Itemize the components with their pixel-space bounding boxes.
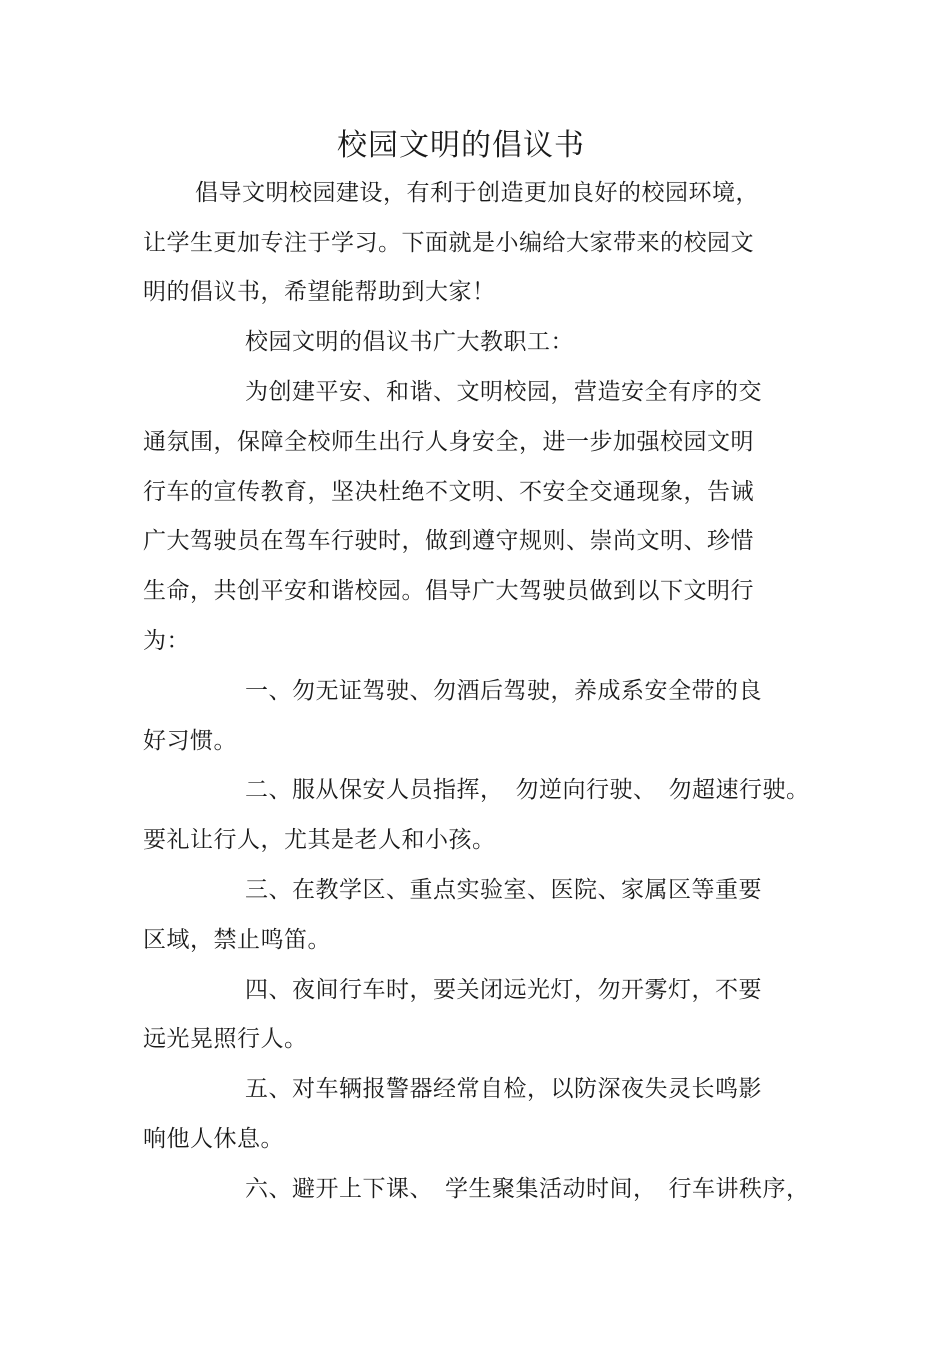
item-5-line-2: 响他人休息。 [143,1126,284,1152]
body-line-6: 为： [143,628,190,654]
item-4-line-2: 远光晃照行人。 [143,1026,308,1052]
item-5-line-1: 五、对车辆报警器经常自检，以防深夜失灵长鸣影 [245,1076,762,1102]
body-line-1: 为创建平安、和谐、文明校园，营造安全有序的交 [245,379,762,405]
item-4-line-1: 四、夜间行车时，要关闭远光灯，勿开雾灯，不要 [245,977,762,1003]
intro-line-2: 让学生更加专注于学习。下面就是小编给大家带来的校园文 [143,230,754,256]
item-2-line-2: 要礼让行人，尤其是老人和小孩。 [143,827,496,853]
body-line-5: 生命，共创平安和谐校园。倡导广大驾驶员做到以下文明行 [143,578,754,604]
intro-line-3: 明的倡议书，希望能帮助到大家！ [143,279,496,305]
item-6-line-1: 六、避开上下课、 学生聚集活动时间， 行车讲秩序， [245,1176,810,1202]
body-line-3: 行车的宣传教育，坚决杜绝不文明、不安全交通现象，告诫 [143,479,754,505]
body-line-2: 通氛围，保障全校师生出行人身安全，进一步加强校园文明 [143,429,754,455]
body-line-4: 广大驾驶员在驾车行驶时，做到遵守规则、崇尚文明、珍惜 [143,528,754,554]
item-1-line-2: 好习惯。 [143,728,237,754]
item-3-line-2: 区域，禁止鸣笛。 [143,927,331,953]
item-2-line-1: 二、服从保安人员指挥， 勿逆向行驶、 勿超速行驶。 [245,777,810,803]
document-title: 校园文明的倡议书 [337,128,585,163]
intro-line-1: 倡导文明校园建设，有利于创造更加良好的校园环境， [195,180,759,206]
salutation-line: 校园文明的倡议书广大教职工： [245,329,574,355]
item-3-line-1: 三、在教学区、重点实验室、医院、家属区等重要 [245,877,762,903]
item-1-line-1: 一、勿无证驾驶、勿酒后驾驶，养成系安全带的良 [245,678,762,704]
